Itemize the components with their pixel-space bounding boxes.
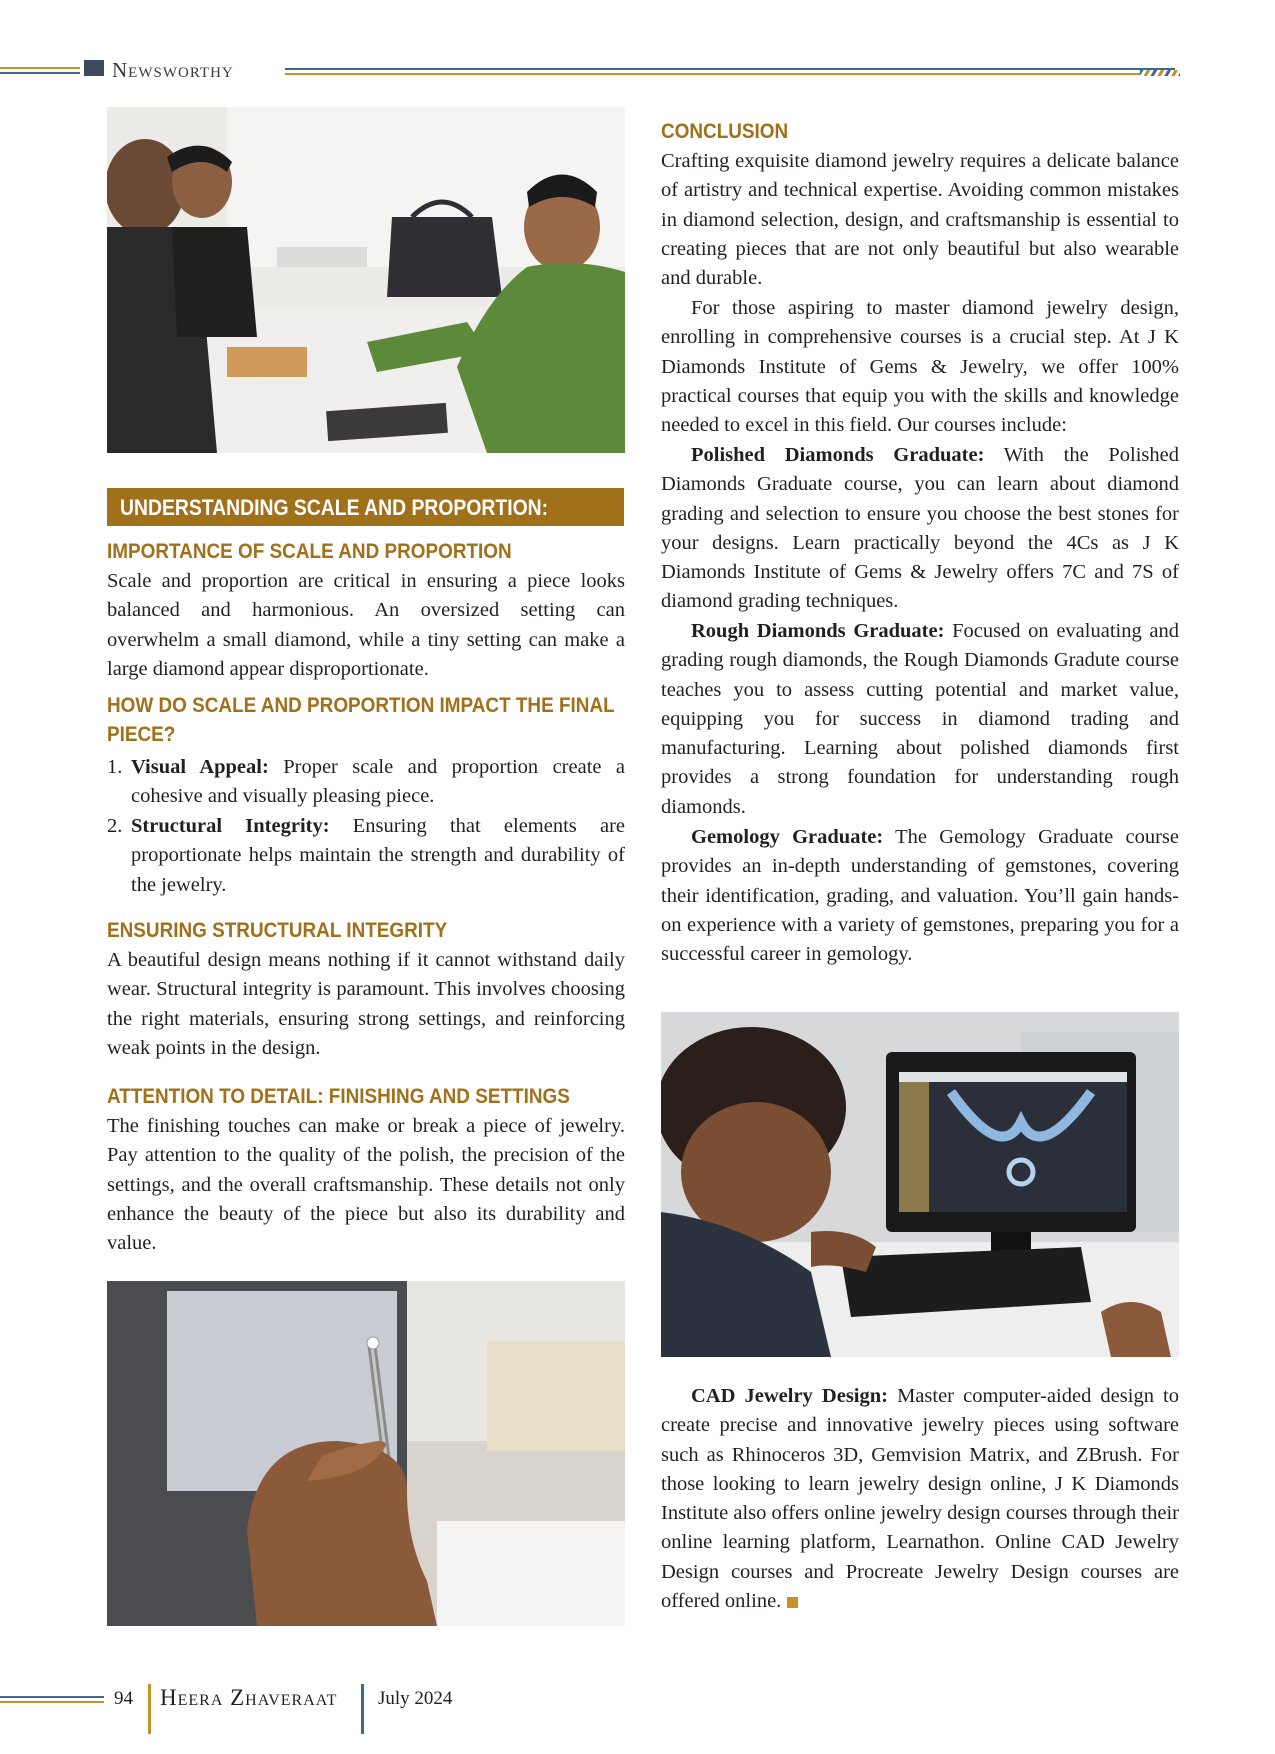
course-name-rough: Rough Diamonds Graduate: (691, 620, 945, 642)
footer-divider-blue (361, 1684, 364, 1734)
course-name-gemology: Gemology Graduate: (691, 826, 884, 848)
header-rule-gold (0, 67, 80, 69)
footer-rule-gold (0, 1701, 104, 1703)
course-desc-polished: With the Polished Diamonds Graduate course, you can learn about diamond grading and selection to ensure you choose the best stones for your designs. Learn practically beyond the 4Cs as J K Diamonds Institute of Gems & Jewelry offers 7C and 7S of diamond grading techniques. (661, 444, 1180, 613)
list-term: Visual Appeal: (131, 756, 269, 778)
list-text (131, 753, 625, 812)
magazine-name: Heera Zhaveraat (160, 1685, 338, 1710)
paragraph-attention-detail: The finishing touches can make or break a piece of jewelry. Pay attention to the quality of the polish, the precision of the settings, and the overall craftsmanship. These details not only enhance the beauty of the piece but also its durability and value. (107, 1115, 625, 1255)
paragraph-conclusion-1: Crafting exquisite diamond jewelry requires a delicate balance of artistry and technical expertise. Avoiding common mistakes in diamond selection, design, and craftsmanship is essential to creating pieces that are not only beautiful but also wearable and durable. (661, 150, 1179, 290)
section-banner-text: UNDERSTANDING SCALE AND PROPORTION: (120, 495, 549, 520)
list-item (107, 753, 625, 812)
list-desc: Ensuring that elements are proportionate helps maintain the strength and durability of the jewelry. (131, 815, 625, 896)
header-rule-ornament (1140, 70, 1180, 76)
issue-date: July 2024 (378, 1688, 453, 1709)
header-rule-blue (0, 72, 80, 74)
footer-rule-blue (0, 1696, 104, 1698)
heading-impact-line1: HOW DO SCALE AND PROPORTION IMPACT THE FINAL (107, 693, 615, 717)
course-name-polished: Polished Diamonds Graduate: (691, 444, 985, 466)
photo-students-examining-diamonds (107, 107, 625, 453)
paragraph-course-gemology (661, 823, 1179, 969)
list-desc: Proper scale and proportion create a cohesive and visually pleasing piece. (131, 756, 625, 808)
header-rule-blue-right (285, 68, 1175, 70)
paragraph-conclusion-2: For those aspiring to master diamond jewelry design, enrolling in comprehensive courses is a crucial step. At J K Diamonds Institute of Gems & Jewelry, we offer 100% practical courses that equip you with the skills and knowledge needed to excel in this field. Our courses include: (661, 297, 1179, 437)
section-banner (107, 488, 624, 526)
list-number: 2. (107, 815, 123, 837)
list-number: 1. (107, 756, 123, 778)
paragraph-structural-integrity: A beautiful design means nothing if it cannot withstand daily wear. Structural integrity is paramount. This involves choosing the right materials, ensuring strong settings, and reinforcing weak points in the design. (107, 949, 625, 1059)
section-title: Newsworthy (112, 58, 234, 82)
list-text (131, 812, 625, 900)
course-desc-gemology: The Gemology Graduate course provides an in-depth understanding of gemstones, covering their identification, grading, and valuation. You’ll gain hands-on experience with a variety of gemstones, preparing you for a successful career in gemology. (661, 826, 1179, 966)
course-name-cad: CAD Jewelry Design: (691, 1385, 888, 1407)
page-number: 94 (114, 1688, 133, 1709)
heading-importance-scale: IMPORTANCE OF SCALE AND PROPORTION (107, 539, 512, 563)
list-item (107, 812, 625, 900)
paragraph-course-cad (661, 1382, 1179, 1616)
footer-divider-gold (148, 1684, 151, 1734)
heading-attention-detail: ATTENTION TO DETAIL: FINISHING AND SETTINGS (107, 1084, 570, 1108)
magazine-logo-icon (84, 60, 104, 76)
heading-structural-integrity: ENSURING STRUCTURAL INTEGRITY (107, 918, 448, 942)
header-rule-gold-right (285, 73, 1175, 75)
end-of-article-icon (787, 1597, 798, 1608)
course-desc-cad: Master computer-aided design to create precise and innovative jewelry pieces using software such as Rhinoceros 3D, Gemvision Matrix, and ZBrush. For those looking to learn jewelry design online, J K Diamonds Institute also offers online jewelry design courses through their online learning platform, Learnathon. Online CAD Jewelry Design courses and Procreate Jewelry Design courses are offered online. (661, 1385, 1179, 1613)
heading-impact-line2: PIECE? (107, 722, 176, 746)
heading-conclusion: CONCLUSION (661, 119, 789, 143)
paragraph-scale-importance: Scale and proportion are critical in ensuring a piece looks balanced and harmonious. An oversized setting can overwhelm a small diamond, while a tiny setting can make a large diamond appear disproportionate. (107, 570, 625, 680)
list-term: Structural Integrity: (131, 815, 330, 837)
course-desc-rough: Focused on evaluating and grading rough diamonds, the Rough Diamonds Gradute course teaches you to assess cutting potential and market value, equipping you for success in diamond trading and manufacturing. Learning about polished diamonds first provides a strong foundation for understanding rough diamonds. (661, 620, 1179, 818)
paragraph-course-rough (661, 617, 1179, 822)
photo-tweezers-holding-diamond (107, 1281, 625, 1626)
photo-student-cad-design (661, 1012, 1179, 1357)
paragraph-course-polished (661, 441, 1179, 617)
